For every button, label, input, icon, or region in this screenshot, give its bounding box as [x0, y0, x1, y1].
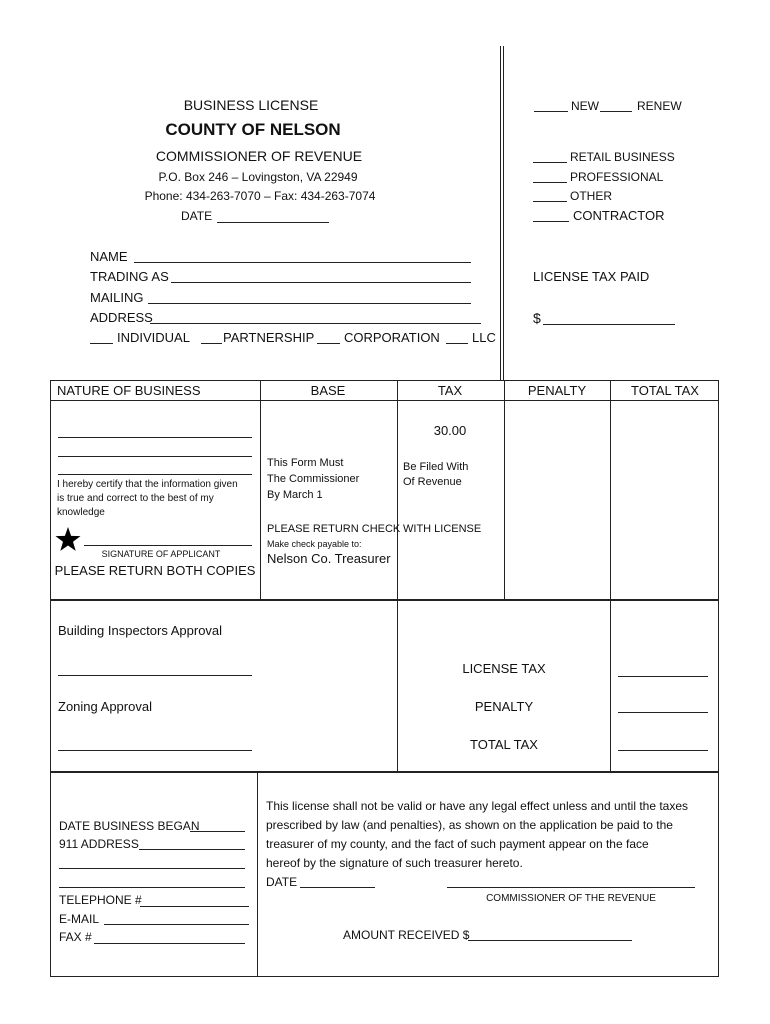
- license-tax-label: LICENSE TAX: [462, 661, 546, 676]
- contractor-checkbox[interactable]: [533, 221, 569, 222]
- license-tax-paid-field[interactable]: [543, 324, 675, 325]
- new-checkbox[interactable]: [534, 111, 568, 112]
- county-name: COUNTY OF NELSON: [165, 120, 341, 139]
- email-label: E-MAIL: [59, 912, 100, 926]
- penalty-field[interactable]: [618, 712, 708, 713]
- partnership-checkbox[interactable]: [201, 343, 222, 344]
- address-911-line-2[interactable]: [59, 868, 245, 869]
- retail-checkbox[interactable]: [533, 162, 567, 163]
- tax-note-2: Of Revenue: [403, 476, 462, 488]
- llc-label: LLC: [472, 330, 496, 345]
- corporation-checkbox[interactable]: [317, 343, 340, 344]
- date-field[interactable]: [217, 222, 329, 223]
- form-title: BUSINESS LICENSE: [183, 97, 319, 113]
- return-check-note: PLEASE RETURN CHECK: [267, 523, 401, 535]
- col-divider-2: [397, 380, 398, 600]
- return-copies-note: PLEASE RETURN BOTH COPIES: [54, 563, 256, 578]
- office-phone: Phone: 434-263-7070 – Fax: 434-263-7074: [144, 189, 376, 203]
- name-label: NAME: [90, 249, 128, 264]
- certify-line-1: I hereby certify that the information given: [57, 479, 238, 490]
- table-header-divider: [50, 400, 719, 401]
- divider-line-2: [503, 46, 504, 381]
- date-label: DATE: [181, 209, 213, 223]
- address-911-field[interactable]: [139, 849, 245, 850]
- commissioner-signature-field[interactable]: [447, 887, 695, 888]
- fax-field[interactable]: [94, 943, 245, 944]
- legal-text-line-3: treasurer of my county, and the fact of such payment appear on the face: [266, 837, 649, 851]
- divider-line-1: [500, 46, 501, 381]
- approvals-divider-2: [610, 600, 611, 772]
- approvals-divider-1: [397, 600, 398, 772]
- building-approval-field[interactable]: [58, 675, 252, 676]
- total-tax-label: TOTAL TAX: [470, 737, 538, 752]
- individual-label: INDIVIDUAL: [117, 330, 190, 345]
- renew-checkbox[interactable]: [600, 111, 632, 112]
- license-tax-paid-label: LICENSE TAX PAID: [533, 269, 650, 284]
- other-checkbox[interactable]: [533, 201, 567, 202]
- office-name: COMMISSIONER OF REVENUE: [155, 148, 363, 164]
- llc-checkbox[interactable]: [446, 343, 468, 344]
- telephone-label: TELEPHONE #: [59, 893, 142, 907]
- col-divider-1: [260, 380, 261, 600]
- individual-checkbox[interactable]: [90, 343, 113, 344]
- amount-received-label: AMOUNT RECEIVED $: [343, 928, 470, 942]
- tax-value: 30.00: [433, 423, 467, 438]
- with-license-note: WITH LICENSE: [403, 523, 482, 535]
- email-field[interactable]: [104, 924, 249, 925]
- signature-field[interactable]: [84, 545, 252, 546]
- nature-line-3[interactable]: [58, 474, 252, 475]
- mailing-label: MAILING: [90, 290, 144, 305]
- tax-note-1: Be Filed With: [403, 461, 469, 473]
- retail-label: RETAIL BUSINESS: [570, 150, 675, 164]
- license-tax-field[interactable]: [618, 676, 708, 677]
- treasurer-note: Nelson Co. Treasurer: [267, 551, 391, 566]
- certify-line-2: is true and correct to the best of my: [57, 493, 214, 504]
- address-label: ADDRESS: [90, 310, 153, 325]
- zoning-approval-label: Zoning Approval: [58, 699, 152, 714]
- commissioner-label: COMMISSIONER OF THE REVENUE: [486, 893, 656, 904]
- building-approval-label: Building Inspectors Approval: [58, 623, 223, 638]
- header-tax: TAX: [437, 383, 463, 398]
- star-icon: [55, 527, 81, 552]
- new-label: NEW: [571, 99, 599, 113]
- legal-text-line-4: hereof by the signature of such treasurer hereto.: [266, 856, 523, 870]
- name-field[interactable]: [134, 262, 471, 263]
- address-911-label: 911 ADDRESS: [59, 837, 139, 851]
- col-divider-3: [504, 380, 505, 600]
- base-note-2: The Commissioner: [267, 473, 360, 485]
- fax-label: FAX #: [59, 930, 92, 944]
- amount-received-field[interactable]: [468, 940, 632, 941]
- certify-line-3: knowledge: [57, 507, 105, 518]
- total-tax-field[interactable]: [618, 750, 708, 751]
- bottom-date-label: DATE: [266, 875, 298, 889]
- renew-label: RENEW: [637, 99, 682, 113]
- partnership-label: PARTNERSHIP: [223, 330, 315, 345]
- professional-label: PROFESSIONAL: [570, 170, 664, 184]
- mailing-field[interactable]: [148, 303, 471, 304]
- professional-checkbox[interactable]: [533, 182, 567, 183]
- header-base: BASE: [310, 383, 346, 398]
- col-divider-4: [610, 380, 611, 600]
- contractor-label: CONTRACTOR: [573, 208, 665, 223]
- nature-line-2[interactable]: [58, 456, 252, 457]
- date-began-label: DATE BUSINESS BEGAN: [59, 819, 200, 833]
- header-nature: NATURE OF BUSINESS: [57, 383, 201, 398]
- bottom-date-field[interactable]: [300, 887, 375, 888]
- legal-text-line-1: This license shall not be valid or have any legal effect unless and until the taxes: [266, 799, 689, 813]
- header-total-tax: TOTAL TAX: [631, 383, 699, 398]
- address-field[interactable]: [150, 323, 481, 324]
- base-note-1: This Form Must: [267, 457, 344, 469]
- legal-text-line-2: prescribed by law (and penalties), as shown on the application be paid to the: [266, 818, 673, 832]
- dollar-sign: $: [533, 310, 541, 326]
- trading-as-field[interactable]: [171, 282, 471, 283]
- office-address: P.O. Box 246 – Lovingston, VA 22949: [158, 170, 358, 184]
- other-label: OTHER: [570, 189, 612, 203]
- payable-to-note: Make check payable to:: [267, 539, 362, 549]
- base-note-3: By March 1: [267, 489, 323, 501]
- penalty-label: PENALTY: [474, 699, 534, 714]
- zoning-approval-field[interactable]: [58, 750, 252, 751]
- signature-label: SIGNATURE OF APPLICANT: [101, 549, 221, 559]
- trading-as-label: TRADING AS: [90, 269, 169, 284]
- corporation-label: CORPORATION: [344, 330, 440, 345]
- header-penalty: PENALTY: [527, 383, 587, 398]
- date-began-field[interactable]: [190, 831, 245, 832]
- bottom-divider: [257, 772, 258, 977]
- telephone-field[interactable]: [140, 906, 249, 907]
- nature-line-1[interactable]: [58, 437, 252, 438]
- address-911-line-3[interactable]: [59, 887, 245, 888]
